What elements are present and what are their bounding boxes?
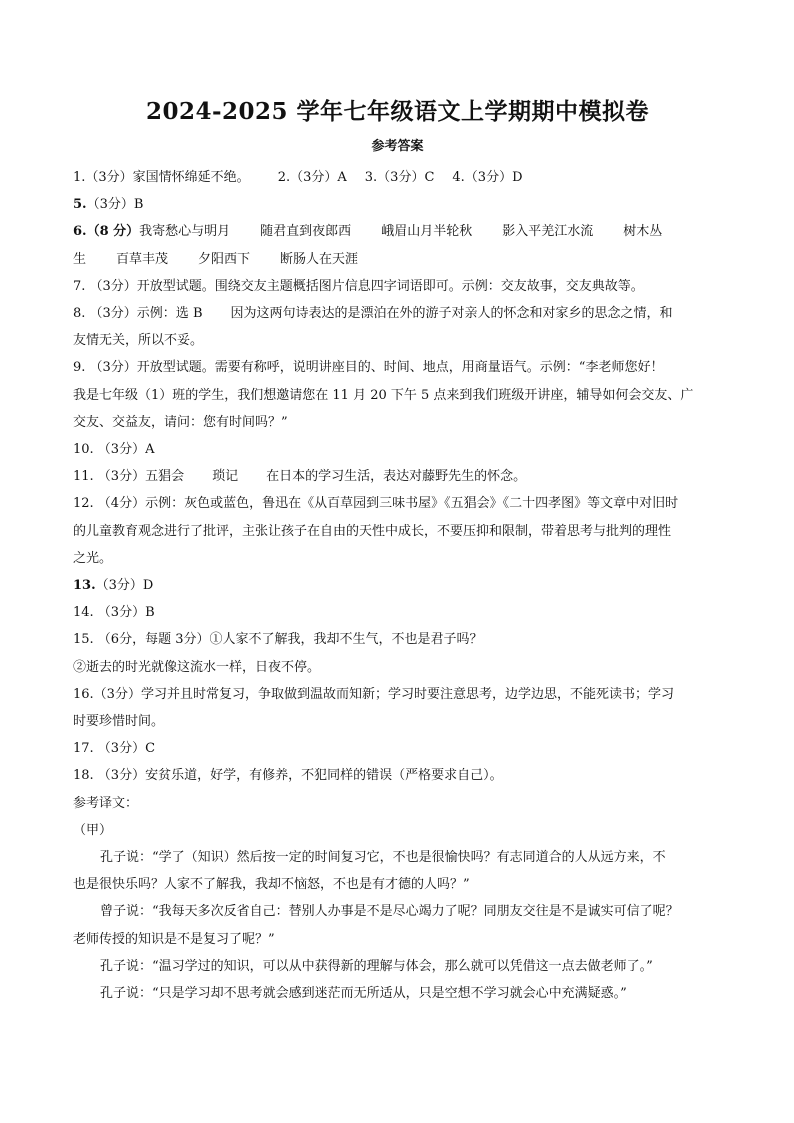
answer-11-part-3: 在日本的学习生活，表达对藤野先生的怀念。 xyxy=(266,469,527,485)
answer-5-number: 5. xyxy=(73,197,87,213)
page-subtitle: 参考答案 xyxy=(371,139,424,154)
answer-6-item: 百草丰茂 xyxy=(116,251,169,267)
answer-12-line-1: 12. （4分）示例：灰色或蓝色，鲁迅在《从百草园到三味书屋》《五猖会》《二十四孝图》等文章中对旧时 xyxy=(73,496,679,512)
translation-section: （甲） xyxy=(73,822,113,838)
answer-5-text: （3分）B xyxy=(86,197,144,213)
answer-9-line-2: 我是七年级（1）班的学生，我们想邀请您在 11 月 20 下午 5 点来到我们班级开讲座，辅导如何会交友、广 xyxy=(73,387,694,403)
answer-17: 17. （3分）C xyxy=(73,741,156,757)
answer-6-item: 随君直到夜郎西 xyxy=(260,224,352,240)
answer-7: 7. （3分）开放型试题。围绕交友主题概括图片信息四字词语即可。示例：交友故事，交友典故等。 xyxy=(73,278,644,294)
answer-13-number: 13. xyxy=(73,578,96,594)
answer-3: 3.（3分）C xyxy=(364,170,435,185)
answer-9-line-3: 交友、交益友，请问：您有时间吗？” xyxy=(73,414,288,430)
translation-label: 参考译文： xyxy=(73,795,139,811)
answer-11 xyxy=(73,463,722,490)
answer-6-line-2 xyxy=(73,246,722,273)
translation-paragraph-2-line-1: 曾子说：“我每天多次反省自己：替别人办事是不是尽心竭力了呢？同朋友交往是不是诚实可信了呢？ xyxy=(100,904,679,920)
answer-12-line-2: 的儿童教育观念进行了批评，主张让孩子在自由的天性中成长，不要压抑和限制，带着思考与批判的理性 xyxy=(73,523,672,539)
answer-8-reason: 因为这两句诗表达的是漂泊在外的游子对亲人的怀念和对家乡的思念之情，和 xyxy=(230,306,673,322)
answer-line-1-4 xyxy=(73,164,722,191)
answer-6-item: 树木丛 xyxy=(623,224,663,240)
translation-paragraph-1-line-2: 也是很快乐吗？人家不了解我，我却不恼怒，不也是有才德的人吗？” xyxy=(73,877,470,893)
answer-6-item: 断肠人在天涯 xyxy=(280,251,359,267)
translation-paragraph-1-line-1: 孔子说：“学了（知识）然后按一定的时间复习它，不也是很愉快吗？有志同道合的人从远方来，不 xyxy=(100,850,666,866)
answer-5 xyxy=(73,191,722,218)
answer-6-item: 我寄愁心与明月 xyxy=(139,224,231,240)
answer-1: 1.（3分）家国情怀绵延不绝。 xyxy=(73,170,250,185)
answer-9-line-1: 9. （3分）开放型试题。需要有称呼，说明讲座目的、时间、地点，用商量语气。示例：“李老师您好！ xyxy=(73,360,664,376)
translation-paragraph-2-line-2: 老师传授的知识是不是复习了呢？” xyxy=(73,931,275,947)
answer-13-text: （3分）D xyxy=(95,578,154,594)
answer-8-line-2: 友情无关，所以不妥。 xyxy=(73,333,204,349)
answer-15-line-2: ②逝去的时光就像这流水一样，日夜不停。 xyxy=(73,659,321,675)
answer-13 xyxy=(73,572,722,599)
translation-paragraph-4: 孔子说：“只是学习却不思考就会感到迷茫而无所适从，只是空想不学习就会心中充满疑惑。” xyxy=(100,986,627,1002)
answer-6-item: 生 xyxy=(73,251,87,267)
answer-2: 2.（3分）A xyxy=(277,170,347,185)
answer-11-part-2: 琐记 xyxy=(212,469,239,485)
answer-18: 18. （3分）安贫乐道，好学，有修养，不犯同样的错误（严格要求自己）。 xyxy=(73,768,503,784)
answer-8-line-1 xyxy=(73,300,722,327)
page-title: 2024-2025 学年七年级语文上学期期中模拟卷 xyxy=(145,98,650,125)
answer-14: 14. （3分）B xyxy=(73,605,155,621)
answer-6-item: 影入平羌江水流 xyxy=(502,224,594,240)
answer-6-number: 6.（8 分） xyxy=(73,224,140,240)
answer-12-line-3: 之光。 xyxy=(73,550,113,566)
answer-4: 4.（3分）D xyxy=(452,170,523,185)
answer-6-line-1 xyxy=(73,218,722,245)
answer-16-line-2: 时要珍惜时间。 xyxy=(73,714,165,730)
answer-16-line-1: 16.（3分）学习并且时常复习，争取做到温故而知新；学习时要注意思考，边学边思，不能死读书；学习 xyxy=(73,686,674,702)
answer-11-part-1: 11. （3分）五猖会 xyxy=(73,469,185,485)
answer-10: 10. （3分）A xyxy=(73,442,155,458)
answer-6-item: 峨眉山月半轮秋 xyxy=(381,224,473,240)
translation-paragraph-3: 孔子说：“温习学过的知识，可以从中获得新的理解与体会，那么就可以凭借这一点去做老师了。” xyxy=(100,958,653,974)
answer-6-item: 夕阳西下 xyxy=(198,251,251,267)
answer-15-line-1: 15. （6分，每题 3分）①人家不了解我，我却不生气，不也是君子吗？ xyxy=(73,632,483,648)
answer-8-choice: 8. （3分）示例：选 B xyxy=(73,306,203,322)
